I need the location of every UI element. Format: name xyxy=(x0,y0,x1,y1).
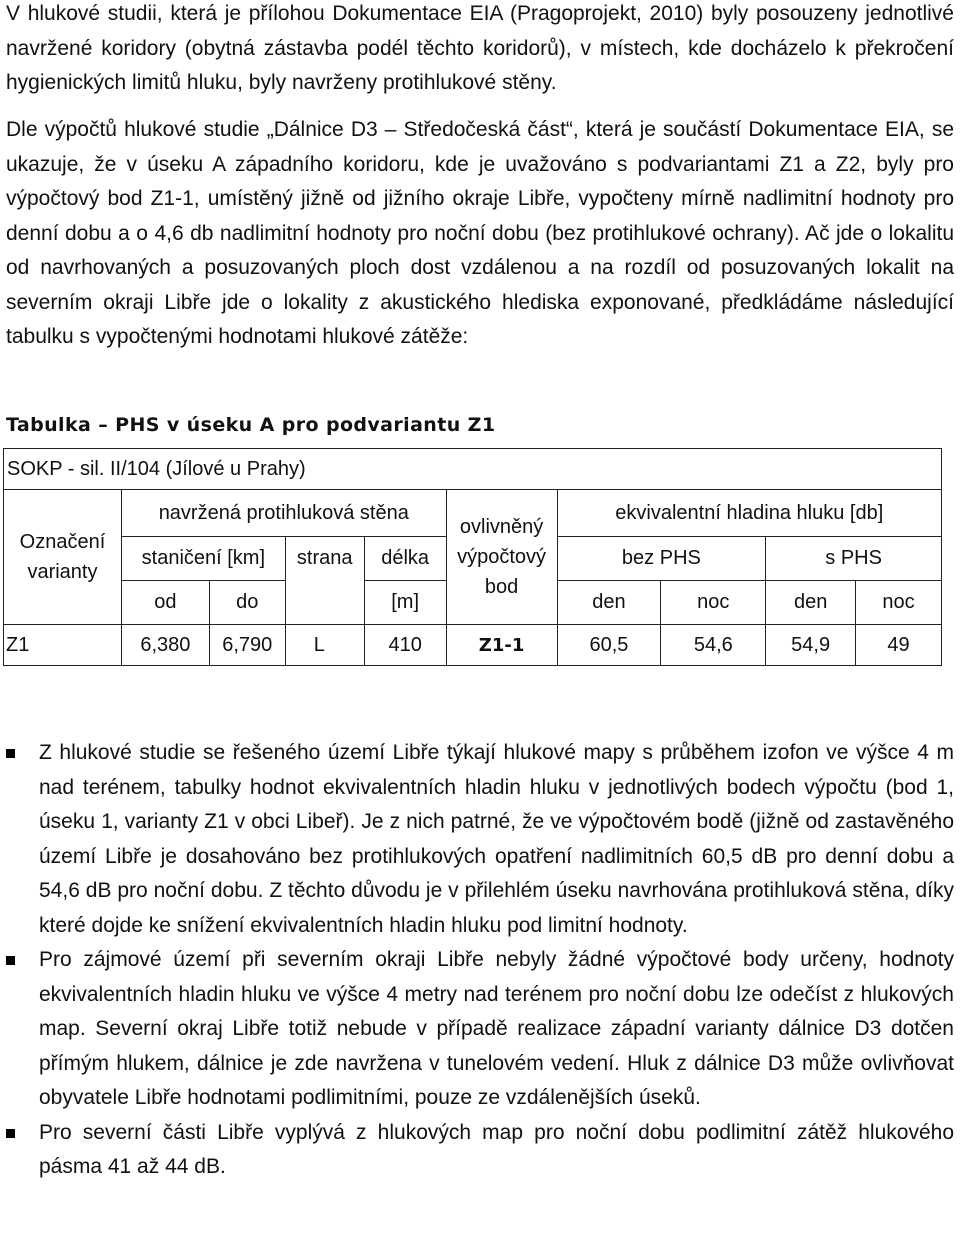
table-caption: Tabulka – PHS v úseku A pro podvariantu Z1 xyxy=(6,414,496,436)
list-item-text: Pro zájmové území při severním okraji Libře nebyly žádné výpočtové body určeny, hodnoty ekvivalentních hladin hluku ve výšce 4 metry nad terénem pro noční dobu lze odečíst z hlukových map. Severní okraj Libře totiž nebude v případě realizace západní varianty dálnice D3 dotčen přímým hlukem, dálnice je zde navržena v tunelovém vedení. Hluk z dálnice D3 může ovlivňovat obyvatele Libře hodnotami podlimitními, pouze ze vzdálenějších úseků. xyxy=(39,948,954,1109)
header-with-phs: s PHS xyxy=(766,537,942,581)
header-length: délka xyxy=(364,537,446,581)
list-item xyxy=(6,736,954,943)
square-bullet-icon xyxy=(6,956,15,965)
intro-paragraph: V hlukové studii, která je přílohou Dokumentace EIA (Pragoprojekt, 2010) byly posouzeny jednotlivé navržené koridory (obytná zástavba podél těchto koridorů), v místech, kde docházelo k překročení hygienických limitů hluku, byly navrženy protihlukové stěny. xyxy=(6,2,954,94)
cell-to: 6,790 xyxy=(209,625,285,666)
list-item-text: Pro severní části Libře vyplývá z hlukových map pro noční dobu podlimitní zátěž hlukového pásma 41 až 44 dB. xyxy=(39,1120,954,1178)
header-from: od xyxy=(121,581,209,625)
cell-variant: Z1 xyxy=(4,625,122,666)
bullet-list xyxy=(6,736,954,1185)
square-bullet-icon xyxy=(6,1129,15,1138)
cell-from: 6,380 xyxy=(121,625,209,666)
header-unit-m: [m] xyxy=(364,581,446,625)
cell-point: Z1-1 xyxy=(446,625,557,666)
header-night-with: noc xyxy=(856,581,942,625)
square-bullet-icon xyxy=(6,749,15,758)
header-wall: navržená protihluková stěna xyxy=(121,490,446,537)
header-variant: Označení varianty xyxy=(4,490,122,625)
header-night-without: noc xyxy=(661,581,766,625)
noise-table xyxy=(3,448,942,666)
header-stationing: staničení [km] xyxy=(121,537,285,581)
location-label: SOKP - sil. II/104 (Jílové u Prahy) xyxy=(7,457,306,480)
header-without-phs: bez PHS xyxy=(557,537,766,581)
cell-night-without: 54,6 xyxy=(661,625,766,666)
header-side: strana xyxy=(285,537,364,625)
study-paragraph: Dle výpočtů hlukové studie „Dálnice D3 – Středočeská část“, která je součástí Dokumentace EIA, se ukazuje, že v úseku A západního koridoru, kde je uvažováno s podvariantami Z1 a Z2, byly pro výpočtový bod Z1-1, umístěný jižně od jižního okraje Libře, vypočteny mírně nadlimitní hodnoty pro denní dobu a o 4,6 db nadlimitní hodnoty pro noční dobu (bez protihlukové ochrany). Ač jde o lokalitu od navrhovaných a posuzovaných ploch dost vzdálenou a na rozdíl od posuzovaných lokalit na severním okraji Libře jde o lokality z akustického hlediska exponované, předkládáme následující tabulku s vypočtenými hodnotami hlukové zátěže: xyxy=(6,118,954,348)
table-row xyxy=(4,625,942,666)
cell-day-with: 54,9 xyxy=(766,625,856,666)
cell-side: L xyxy=(285,625,364,666)
cell-night-with: 49 xyxy=(856,625,942,666)
cell-day-without: 60,5 xyxy=(557,625,661,666)
header-equiv: ekvivalentní hladina hluku [db] xyxy=(557,490,941,537)
list-item xyxy=(6,943,954,1116)
header-point: ovlivněný výpočtový bod xyxy=(446,490,557,625)
header-day-with: den xyxy=(766,581,856,625)
header-day-without: den xyxy=(557,581,661,625)
cell-length: 410 xyxy=(364,625,446,666)
table-location-row xyxy=(4,449,942,490)
list-item-text: Z hlukové studie se řešeného území Libře týkají hlukové mapy s průběhem izofon ve výšce 4 m nad terénem, tabulky hodnot ekvivalentních hladin hluku v jednotlivých bodech výpočtu (bod 1, úseku 1, varianty Z1 v obci Libeř). Je z nich patrné, že ve výpočtovém bodě (jižně od zastavěného území Libře je dosahováno bez protihlukových opatření nadlimitních 60,5 dB pro denní dobu a 54,6 dB pro noční dobu. Z těchto důvodu je v přilehlém úseku navrhována protihluková stěna, díky které dojde ke snížení ekvivalentních hladin hluku pod limitní hodnoty. xyxy=(39,741,954,937)
header-to: do xyxy=(209,581,285,625)
list-item xyxy=(6,1116,954,1185)
